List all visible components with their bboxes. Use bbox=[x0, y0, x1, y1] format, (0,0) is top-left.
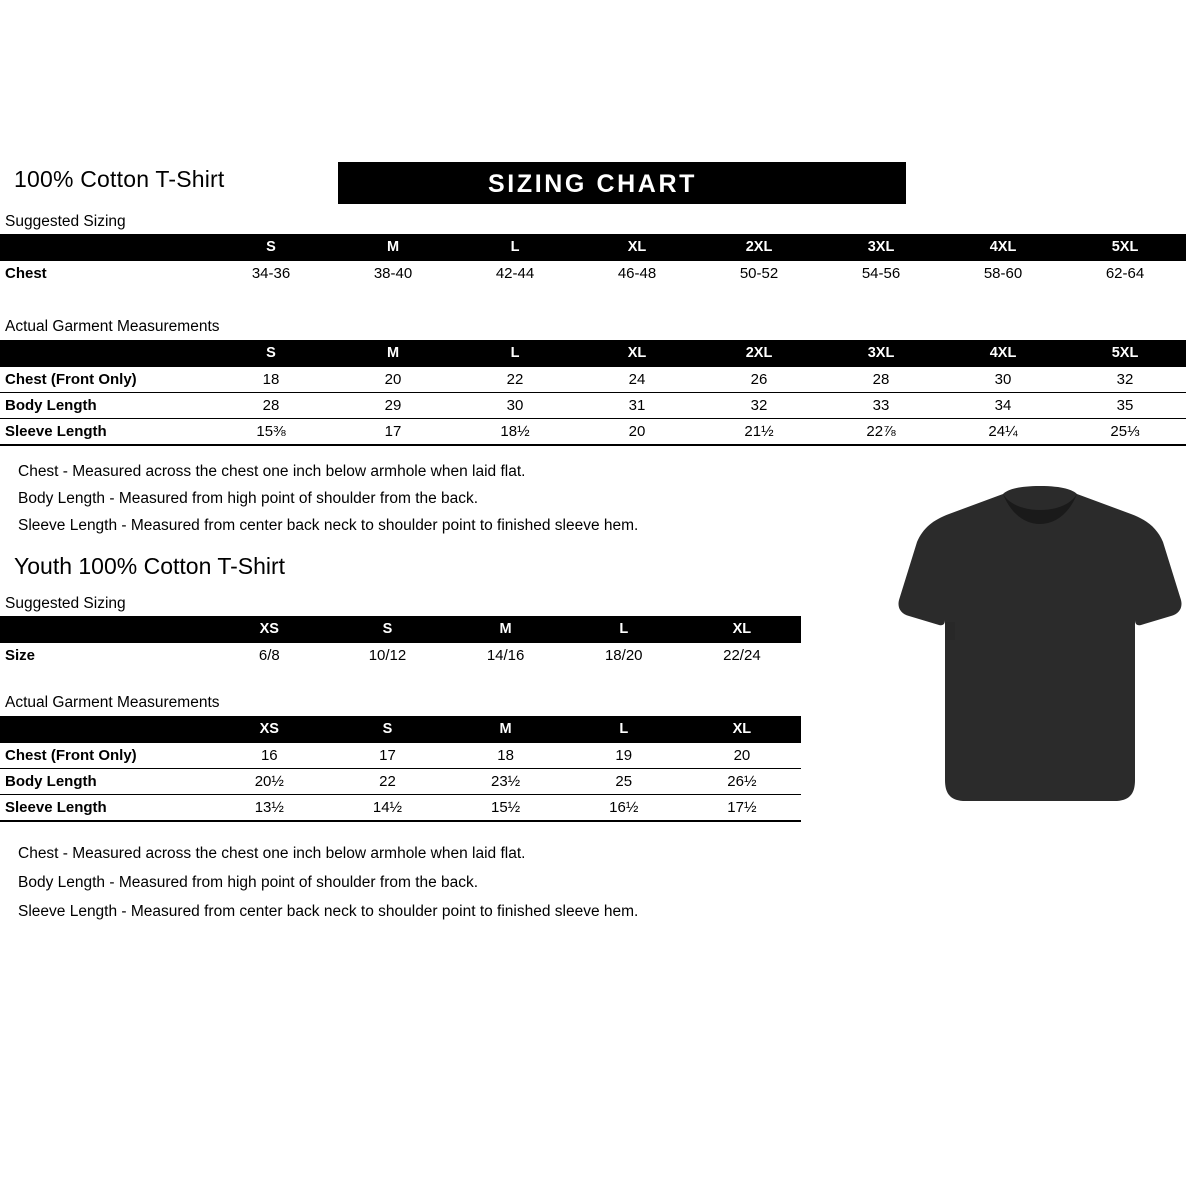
table-cell: 15½ bbox=[491, 799, 521, 816]
table-cell: 18 bbox=[262, 371, 280, 388]
table-cell: 42-44 bbox=[495, 265, 535, 282]
table-cell: 22⅞ bbox=[866, 423, 896, 440]
table-cell: 14½ bbox=[372, 799, 403, 816]
column-header: L bbox=[565, 716, 683, 743]
column-header: 2XL bbox=[698, 340, 820, 367]
sizing-chart-banner-label: SIZING CHART bbox=[488, 170, 697, 198]
table-cell: 25 bbox=[615, 773, 633, 790]
table-cell: 17½ bbox=[727, 799, 757, 816]
column-header: M bbox=[332, 340, 454, 367]
adult-note-body-length: Body Length - Measured from high point of shoulder from the back. bbox=[18, 490, 479, 507]
table-cell: 22 bbox=[379, 773, 396, 790]
table-cell: 20 bbox=[733, 747, 751, 764]
column-header: 3XL bbox=[820, 340, 942, 367]
youth-note-chest: Chest - Measured across the chest one inch below armhole when laid flat. bbox=[18, 845, 526, 862]
table-cell: 16 bbox=[260, 747, 278, 764]
table-cell: 10/12 bbox=[368, 647, 407, 664]
youth-suggested-sizing-table bbox=[0, 616, 801, 668]
column-header: S bbox=[210, 234, 332, 261]
table-cell: 32 bbox=[1116, 371, 1134, 388]
youth-note-sleeve-length: Sleeve Length - Measured from center back neck to shoulder point to finished sleeve hem. bbox=[18, 903, 639, 920]
column-header bbox=[0, 716, 210, 743]
table-cell: 17 bbox=[384, 423, 402, 440]
column-header bbox=[0, 340, 210, 367]
row-label: Chest (Front Only) bbox=[5, 747, 137, 764]
column-header: XS bbox=[210, 616, 328, 643]
table-row bbox=[0, 393, 1186, 419]
column-header: L bbox=[565, 616, 683, 643]
table-cell: 28 bbox=[872, 371, 890, 388]
table-cell: 13½ bbox=[254, 799, 284, 816]
table-cell: 20½ bbox=[254, 773, 284, 790]
column-header: XL bbox=[683, 716, 801, 743]
table-header-row bbox=[0, 616, 801, 643]
table-cell: 14/16 bbox=[486, 647, 525, 664]
table-cell: 22/24 bbox=[723, 647, 761, 664]
table-cell: 18½ bbox=[500, 423, 530, 440]
column-header: XS bbox=[210, 716, 328, 743]
column-header: L bbox=[454, 340, 576, 367]
table-row bbox=[0, 261, 1186, 286]
table-cell: 54-56 bbox=[861, 265, 901, 282]
table-cell: 16½ bbox=[609, 799, 639, 816]
table-cell: 29 bbox=[384, 397, 402, 414]
table-row bbox=[0, 367, 1186, 393]
table-cell: 15⅜ bbox=[256, 423, 286, 440]
adult-suggested-sizing-table bbox=[0, 234, 1186, 286]
column-header: S bbox=[328, 716, 446, 743]
row-label: Chest bbox=[5, 265, 47, 282]
table-row bbox=[0, 643, 801, 668]
table-row bbox=[0, 743, 801, 769]
table-cell: 30 bbox=[506, 397, 524, 414]
table-cell: 35 bbox=[1116, 397, 1134, 414]
table-cell: 38-40 bbox=[373, 265, 413, 282]
column-header: M bbox=[332, 234, 454, 261]
table-row bbox=[0, 419, 1186, 446]
table-cell: 31 bbox=[628, 397, 646, 414]
table-cell: 50-52 bbox=[739, 265, 779, 282]
column-header: XL bbox=[683, 616, 801, 643]
column-header: S bbox=[328, 616, 446, 643]
table-cell: 25⅓ bbox=[1110, 423, 1140, 440]
youth-suggested-sizing-label: Suggested Sizing bbox=[5, 595, 126, 612]
youth-note-body-length: Body Length - Measured from high point of shoulder from the back. bbox=[18, 874, 479, 891]
table-row bbox=[0, 795, 801, 822]
column-header: L bbox=[454, 234, 576, 261]
youth-actual-measurements-table bbox=[0, 716, 801, 822]
table-cell: 34-36 bbox=[251, 265, 291, 282]
adult-note-sleeve-length: Sleeve Length - Measured from center back neck to shoulder point to finished sleeve hem. bbox=[18, 517, 639, 534]
table-cell: 22 bbox=[506, 371, 524, 388]
row-label: Body Length bbox=[5, 397, 97, 414]
column-header: 2XL bbox=[698, 234, 820, 261]
column-header: M bbox=[447, 616, 565, 643]
table-cell: 26 bbox=[750, 371, 768, 388]
table-cell: 26½ bbox=[727, 773, 757, 790]
table-cell: 17 bbox=[379, 747, 396, 764]
adult-suggested-sizing-label: Suggested Sizing bbox=[5, 213, 126, 230]
column-header bbox=[0, 234, 210, 261]
adult-note-chest: Chest - Measured across the chest one inch below armhole when laid flat. bbox=[18, 463, 526, 480]
table-cell: 20 bbox=[384, 371, 402, 388]
column-header: 3XL bbox=[820, 234, 942, 261]
table-header-row bbox=[0, 340, 1186, 367]
adult-actual-measurements-label: Actual Garment Measurements bbox=[5, 318, 220, 335]
table-cell: 23½ bbox=[491, 773, 521, 790]
adult-actual-measurements-table bbox=[0, 340, 1186, 446]
table-header-row bbox=[0, 716, 801, 743]
column-header: 5XL bbox=[1064, 340, 1186, 367]
youth-actual-measurements-label: Actual Garment Measurements bbox=[5, 694, 220, 711]
table-cell: 30 bbox=[994, 371, 1012, 388]
table-cell: 20 bbox=[628, 423, 646, 440]
row-label: Sleeve Length bbox=[5, 799, 107, 816]
table-cell: 46-48 bbox=[617, 265, 657, 282]
column-header: XL bbox=[576, 340, 698, 367]
column-header: 4XL bbox=[942, 340, 1064, 367]
table-cell: 18 bbox=[497, 747, 514, 764]
table-cell: 24 bbox=[628, 371, 646, 388]
table-cell: 58-60 bbox=[983, 265, 1023, 282]
adult-section-title: 100% Cotton T-Shirt bbox=[14, 166, 225, 192]
row-label: Sleeve Length bbox=[5, 423, 107, 440]
table-row bbox=[0, 769, 801, 795]
row-label: Size bbox=[5, 647, 36, 664]
column-header: M bbox=[447, 716, 565, 743]
table-cell: 6/8 bbox=[258, 647, 280, 664]
row-label: Chest (Front Only) bbox=[5, 371, 137, 388]
column-header: XL bbox=[576, 234, 698, 261]
table-cell: 33 bbox=[872, 397, 890, 414]
table-cell: 32 bbox=[750, 397, 768, 414]
table-cell: 62-64 bbox=[1105, 265, 1145, 282]
table-cell: 19 bbox=[615, 747, 633, 764]
table-cell: 21½ bbox=[744, 423, 774, 440]
table-cell: 28 bbox=[262, 397, 280, 414]
youth-section-title: Youth 100% Cotton T-Shirt bbox=[14, 553, 286, 579]
column-header: 5XL bbox=[1064, 234, 1186, 261]
table-cell: 24¼ bbox=[988, 423, 1018, 440]
table-cell: 18/20 bbox=[604, 647, 643, 664]
table-header-row bbox=[0, 234, 1186, 261]
column-header bbox=[0, 616, 210, 643]
table-cell: 34 bbox=[994, 397, 1012, 414]
column-header: S bbox=[210, 340, 332, 367]
column-header: 4XL bbox=[942, 234, 1064, 261]
row-label: Body Length bbox=[5, 773, 97, 790]
t-shirt-illustration bbox=[895, 480, 1185, 810]
sizing-chart-banner bbox=[338, 162, 906, 204]
